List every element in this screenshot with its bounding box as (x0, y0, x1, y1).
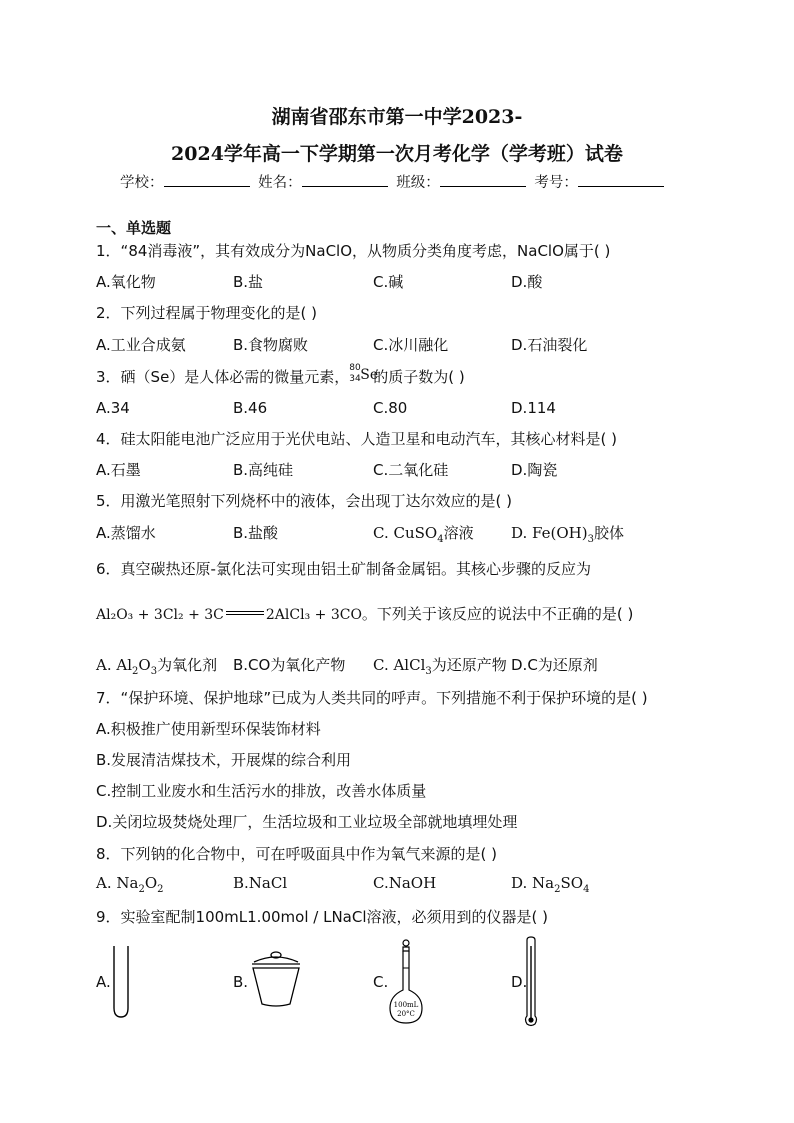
question-3-stem-post: 的质子数为( ) (373, 368, 465, 386)
question-5-stem: 5．用激光笔照射下列烧杯中的液体，会出现丁达尔效应的是( ) (96, 492, 513, 510)
question-4-stem: 4．硅太阳能电池广泛应用于光伏电站、人造卫星和电动汽车，其核心材料是( ) (96, 430, 618, 448)
question-7-option-a: A.积极推广使用新型环保装饰材料 (96, 720, 321, 738)
equation-products: 2AlCl₃ + 3CO (265, 607, 362, 623)
exam-no-label: 考号： (534, 175, 578, 191)
question-8-option-b: B.NaCl (233, 874, 288, 892)
question-4-option-a: A.石墨 (96, 461, 141, 479)
question-9-option-a-label: A. (96, 973, 111, 991)
equation-tail-text: 。下列关于该反应的说法中不正确的是( ) (361, 605, 634, 623)
question-3-stem-pre: 3．硒（Se）是人体必需的微量元素， (96, 368, 350, 386)
question-7-option-b: B.发展清洁煤技术，开展煤的综合利用 (96, 751, 352, 769)
question-5-option-a: A.蒸馏水 (96, 524, 156, 542)
question-4-option-c: C.二氧化硅 (373, 461, 449, 479)
name-label: 姓名： (258, 175, 302, 191)
question-9-option-c-label: C. (373, 973, 389, 991)
question-8-option-a: A. $Na_2O_2$ (96, 874, 164, 895)
question-7-option-d: D.关闭垃圾焚烧处理厂，生活垃圾和工业垃圾全部就地填埋处理 (96, 813, 518, 831)
question-1-option-b: B.盐 (233, 273, 264, 291)
question-4-option-d: D.陶瓷 (511, 461, 558, 479)
equation-reactants: Al₂O₃ + 3Cl₂ + 3C (96, 607, 224, 623)
question-4-option-b: B.高纯硅 (233, 461, 294, 479)
question-7-option-c: C.控制工业废水和生活污水的排放，改善水体质量 (96, 782, 427, 800)
equation-equals-sign (226, 611, 264, 615)
question-6-option-b: B.CO为氧化产物 (233, 656, 346, 674)
question-6-option-d: D.C为还原剂 (511, 656, 598, 674)
class-blank (440, 174, 526, 187)
question-3-option-c: C.80 (373, 399, 408, 417)
class-label: 班级： (396, 175, 440, 191)
selenium-nuclide: 80 34 Se (349, 363, 379, 384)
exam-title-line2: 2024学年高一下学期第一次月考化学（学考班）试卷 (171, 143, 623, 165)
exam-title-line1: 湖南省邵东市第一中学2023- (271, 106, 523, 128)
name-blank (302, 174, 388, 187)
question-8-option-c: C.NaOH (373, 874, 437, 892)
question-8-option-d: D. $Na_2SO_4$ (511, 874, 590, 895)
question-9-stem: 9．实验室配制100mL1.00mol / LNaCl溶液，必须用到的仪器是( ) (96, 908, 548, 926)
test-tube-icon (110, 944, 132, 1020)
question-6-stem: 6．真空碳热还原-氯化法可实现由铝土矿制备金属铝。其核心步骤的反应为 (96, 560, 591, 578)
exam-no-blank (578, 174, 664, 187)
school-label: 学校： (120, 175, 164, 191)
question-9-option-d-label: D. (511, 973, 528, 991)
student-info-line (120, 171, 668, 192)
question-9-option-b-label: B. (233, 973, 249, 991)
question-2-option-b: B.食物腐败 (233, 336, 309, 354)
question-2-stem: 2．下列过程属于物理变化的是( ) (96, 304, 318, 322)
question-5-option-b: B.盐酸 (233, 524, 279, 542)
thermometer-icon (523, 936, 539, 1028)
question-3-option-d: D.114 (511, 399, 556, 417)
question-2-option-d: D.石油裂化 (511, 336, 588, 354)
question-1-option-c: C.碱 (373, 273, 404, 291)
school-blank (164, 174, 250, 187)
question-2-option-a: A.工业合成氨 (96, 336, 186, 354)
question-3-stem (96, 363, 465, 387)
flask-volume-text: 100mL (393, 1001, 419, 1009)
question-5-option-d: D. $Fe(OH)_3$胶体 (511, 524, 624, 545)
question-7-stem: 7．“保护环境、保护地球”已成为人类共同的呼声。下列措施不利于保护环境的是( ) (96, 689, 648, 707)
question-5-option-c: C. CuSO$_4$溶液 (373, 524, 474, 545)
section-heading: 一、单选题 (96, 219, 172, 237)
question-3-option-b: B.46 (233, 399, 268, 417)
flask-temp-text: 20°C (397, 1010, 415, 1018)
crucible-icon (248, 948, 304, 1010)
question-1-stem: 1．“84消毒液”，其有效成分为NaClO，从物质分类角度考虑，NaClO属于( ) (96, 242, 611, 260)
question-6-equation (96, 603, 633, 624)
question-2-option-c: C.冰川融化 (373, 336, 449, 354)
question-1-option-a: A.氧化物 (96, 273, 156, 291)
question-1-option-d: D.酸 (511, 273, 543, 291)
question-6-option-a: A. $Al_2O_3$为氧化剂 (96, 656, 218, 677)
question-3-option-a: A.34 (96, 399, 130, 417)
question-6-option-c: C. AlCl$_3$为还原产物 (373, 656, 507, 677)
question-8-stem: 8．下列钠的化合物中，可在呼吸面具中作为氧气来源的是( ) (96, 845, 498, 863)
volumetric-flask-icon (386, 938, 426, 1026)
